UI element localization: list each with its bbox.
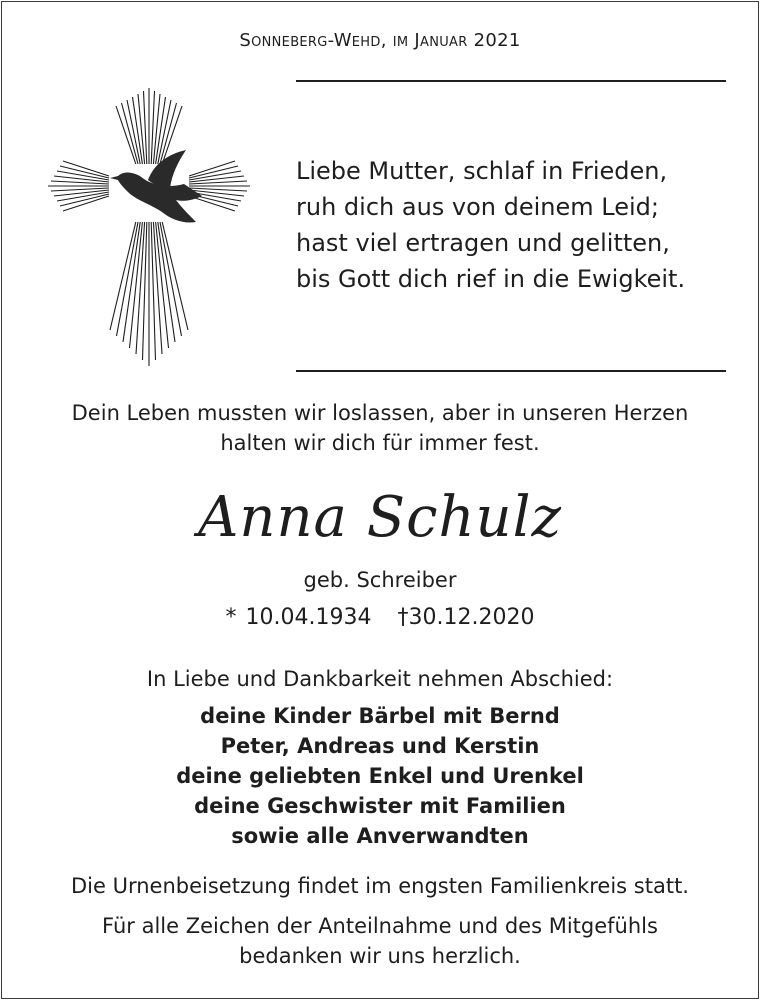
- farewell-intro: In Liebe und Dankbarkeit nehmen Abschied:: [146, 667, 614, 691]
- thanks-text: [0, 911, 760, 971]
- poem: [296, 153, 736, 297]
- mourner-line: sowie alle Anverwandten: [231, 824, 529, 848]
- mourner-line: deine Kinder Bärbel mit Bernd: [200, 704, 560, 728]
- intro-text: [0, 398, 760, 458]
- intro-line: halten wir dich für immer fest.: [220, 431, 540, 455]
- death-date: †30.12.2020: [397, 605, 535, 630]
- place-date: Sonneberg-Wehd, im Januar 2021: [239, 30, 521, 51]
- mourner-line: Peter, Andreas und Kerstin: [220, 734, 540, 758]
- top-divider: [296, 80, 726, 82]
- cross-with-dove-icon: [44, 84, 254, 372]
- poem-line: hast viel ertragen und gelitten,: [296, 229, 670, 257]
- life-dates: [0, 602, 760, 634]
- birth-name: geb. Schreiber: [303, 568, 457, 592]
- deceased-name: Anna Schulz: [197, 485, 563, 550]
- bottom-divider: [296, 370, 726, 372]
- poem-line: bis Gott dich rief in die Ewigkeit.: [296, 265, 686, 293]
- birth-date: * 10.04.1934: [225, 605, 372, 630]
- poem-line: ruh dich aus von deinem Leid;: [296, 193, 659, 221]
- thanks-line: bedanken wir uns herzlich.: [239, 944, 521, 968]
- ray-line: [160, 222, 182, 336]
- ray-line: [116, 106, 136, 164]
- urn-notice: Die Urnenbeisetzung findet im engsten Familienkreis statt.: [70, 874, 689, 898]
- thanks-line: Für alle Zeichen der Anteilnahme und des Mitgefühls: [102, 914, 658, 938]
- intro-line: Dein Leben mussten wir loslassen, aber in unseren Herzen: [71, 401, 689, 425]
- mourners-list: [0, 701, 760, 851]
- mourner-line: deine geliebten Enkel und Urenkel: [176, 764, 584, 788]
- ray-line: [117, 222, 139, 336]
- mourner-line: deine Geschwister mit Familien: [194, 794, 566, 818]
- poem-line: Liebe Mutter, schlaf in Frieden,: [296, 157, 668, 185]
